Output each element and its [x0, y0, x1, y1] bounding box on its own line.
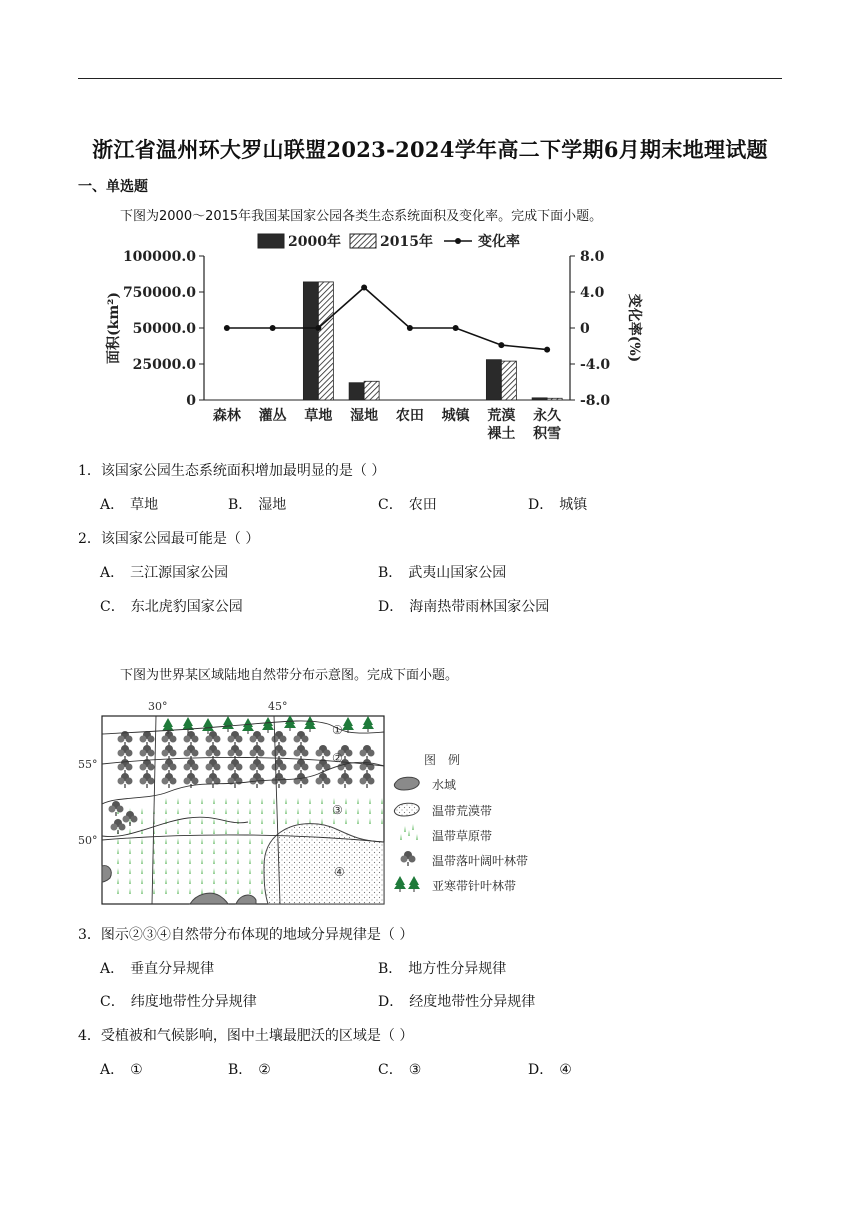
grass-symbol	[400, 834, 402, 840]
question-2-option-c[interactable]: C． 东北虎豹国家公园	[100, 599, 243, 615]
question-2-stem: 2．该国家公园最可能是（ ）	[78, 531, 260, 547]
rate-line	[227, 288, 547, 350]
map-svg	[78, 696, 548, 910]
map-legend-title: 图 例	[424, 753, 461, 767]
bar-2000	[303, 282, 318, 400]
category-label: 湿地	[350, 408, 379, 424]
grass-symbol	[416, 834, 418, 840]
bar-2015	[318, 282, 333, 400]
legend-water	[394, 777, 456, 792]
question-3-stem: 3．图示②③④自然带分布体现的地域分异规律是（ ）	[78, 927, 414, 943]
desert-swatch	[394, 803, 419, 816]
y-tick-label: 750000.0	[122, 285, 196, 301]
y2-axis-title: 变化率(%)	[626, 293, 642, 363]
question-2-option-d[interactable]: D． 海南热带雨林国家公园	[378, 599, 550, 615]
grass-symbol	[404, 826, 406, 832]
chart-category-labels	[213, 407, 562, 440]
legend-label-rate: 变化率	[478, 234, 520, 250]
header-rule	[78, 78, 782, 79]
water-swatch	[394, 777, 419, 790]
chart-bars	[303, 282, 562, 400]
question-1-option-c[interactable]: C． 农田	[378, 497, 437, 513]
category-label: 裸土	[487, 426, 516, 440]
question-3-option-d[interactable]: D． 经度地带性分异规律	[378, 994, 536, 1010]
category-label: 积雪	[533, 426, 562, 440]
rate-point	[544, 347, 550, 353]
intro-paragraph-1: 下图为2000～2015年我国某国家公园各类生态系统面积及变化率。完成下面小题。	[120, 209, 603, 224]
rate-point	[453, 325, 459, 331]
latitude-label: 55°	[78, 758, 98, 771]
legend-label: 温带落叶阔叶林带	[432, 854, 529, 868]
legend-swatch-2000	[258, 234, 284, 248]
bar-2015	[501, 361, 516, 400]
y2-tick-label: 0	[580, 321, 590, 337]
legend-label-2015: 2015年	[380, 234, 433, 250]
y2-tick-label: 8.0	[580, 249, 605, 265]
conifer-tree-symbol	[394, 876, 406, 892]
rate-point	[315, 325, 321, 331]
legend-swatch-2015	[350, 234, 376, 248]
y2-tick-label: -4.0	[580, 357, 611, 373]
bar-2000	[349, 383, 364, 400]
rate-point	[407, 325, 413, 331]
legend-label: 温带草原带	[432, 829, 493, 843]
category-label: 永久	[533, 408, 562, 424]
question-2-option-a[interactable]: A． 三江源国家公园	[100, 565, 229, 581]
category-label: 森林	[212, 408, 241, 424]
intro-paragraph-2: 下图为世界某区域陆地自然带分布示意图。完成下面小题。	[120, 668, 459, 683]
bar-2000	[532, 398, 547, 400]
y-tick-label: 0	[186, 393, 196, 409]
conifer-tree-symbol	[408, 876, 420, 892]
legend-label-2000: 2000年	[288, 234, 341, 250]
question-3-option-b[interactable]: B． 地方性分异规律	[378, 961, 507, 977]
latitude-label: 50°	[78, 834, 98, 847]
grass-symbol	[408, 830, 410, 836]
category-label: 灌丛	[258, 408, 287, 424]
question-1-option-b[interactable]: B． 湿地	[228, 497, 287, 513]
rate-point	[498, 342, 504, 348]
y-tick-label: 100000.0	[122, 249, 196, 265]
bar-2015	[364, 381, 379, 400]
question-4-stem: 4．受植被和气候影响，图中土壤最肥沃的区域是（ ）	[78, 1028, 414, 1044]
rate-point	[361, 285, 367, 291]
legend-broadleaf	[401, 851, 529, 868]
y-tick-label: 50000.0	[132, 321, 196, 337]
question-4-option-d[interactable]: D． ④	[528, 1062, 572, 1078]
category-label: 农田	[395, 408, 424, 424]
chart-legend	[258, 233, 520, 250]
zone-marker-1: ①	[332, 723, 343, 737]
longitude-label: 30°	[148, 700, 168, 713]
zone-marker-2: ②	[332, 751, 343, 765]
question-1-option-d[interactable]: D． 城镇	[528, 497, 588, 513]
bar-2000	[486, 360, 501, 400]
longitude-label: 45°	[268, 700, 288, 713]
legend-desert	[394, 803, 492, 818]
category-label: 荒漠	[487, 408, 516, 424]
chart-rate-line	[224, 285, 550, 353]
grass-symbol	[412, 824, 414, 830]
question-4-option-b[interactable]: B． ②	[228, 1062, 271, 1078]
legend-steppe	[400, 824, 492, 843]
question-3-option-c[interactable]: C． 纬度地带性分异规律	[100, 994, 257, 1010]
legend-label: 亚寒带针叶林带	[432, 879, 517, 893]
zone-marker-3: ③	[332, 803, 343, 817]
question-3-option-a[interactable]: A． 垂直分异规律	[100, 961, 215, 977]
y2-tick-label: -8.0	[580, 393, 611, 409]
legend-conifer	[394, 876, 516, 893]
bar-2015	[547, 398, 562, 400]
category-label: 草地	[304, 408, 333, 424]
chart-svg	[100, 228, 660, 440]
y2-tick-label: 4.0	[580, 285, 605, 301]
legend-label: 水域	[432, 778, 457, 792]
question-4-option-c[interactable]: C． ③	[378, 1062, 422, 1078]
broadleaf-tree-symbol	[401, 851, 416, 866]
page-title: 浙江省温州环大罗山联盟2023-2024学年高二下学期6月期末地理试题	[92, 137, 768, 162]
rate-point	[270, 325, 276, 331]
legend-label: 温带荒漠带	[432, 804, 493, 818]
question-2-option-b[interactable]: B． 武夷山国家公园	[378, 565, 507, 581]
y-axis-title: 面积(km²)	[106, 292, 122, 364]
y-tick-label: 25000.0	[132, 357, 196, 373]
zone-marker-4: ④	[334, 865, 345, 879]
rate-point	[224, 325, 230, 331]
category-label: 城镇	[441, 408, 470, 424]
question-1-option-a[interactable]: A． 草地	[100, 497, 159, 513]
legend-line-point	[455, 238, 461, 244]
question-1-stem: 1．该国家公园生态系统面积增加最明显的是（ ）	[78, 463, 386, 479]
question-4-option-a[interactable]: A． ①	[100, 1062, 143, 1078]
natural-zone-map	[78, 696, 548, 910]
section-heading: 一、单选题	[78, 179, 148, 195]
ecosystem-area-chart	[100, 228, 660, 440]
